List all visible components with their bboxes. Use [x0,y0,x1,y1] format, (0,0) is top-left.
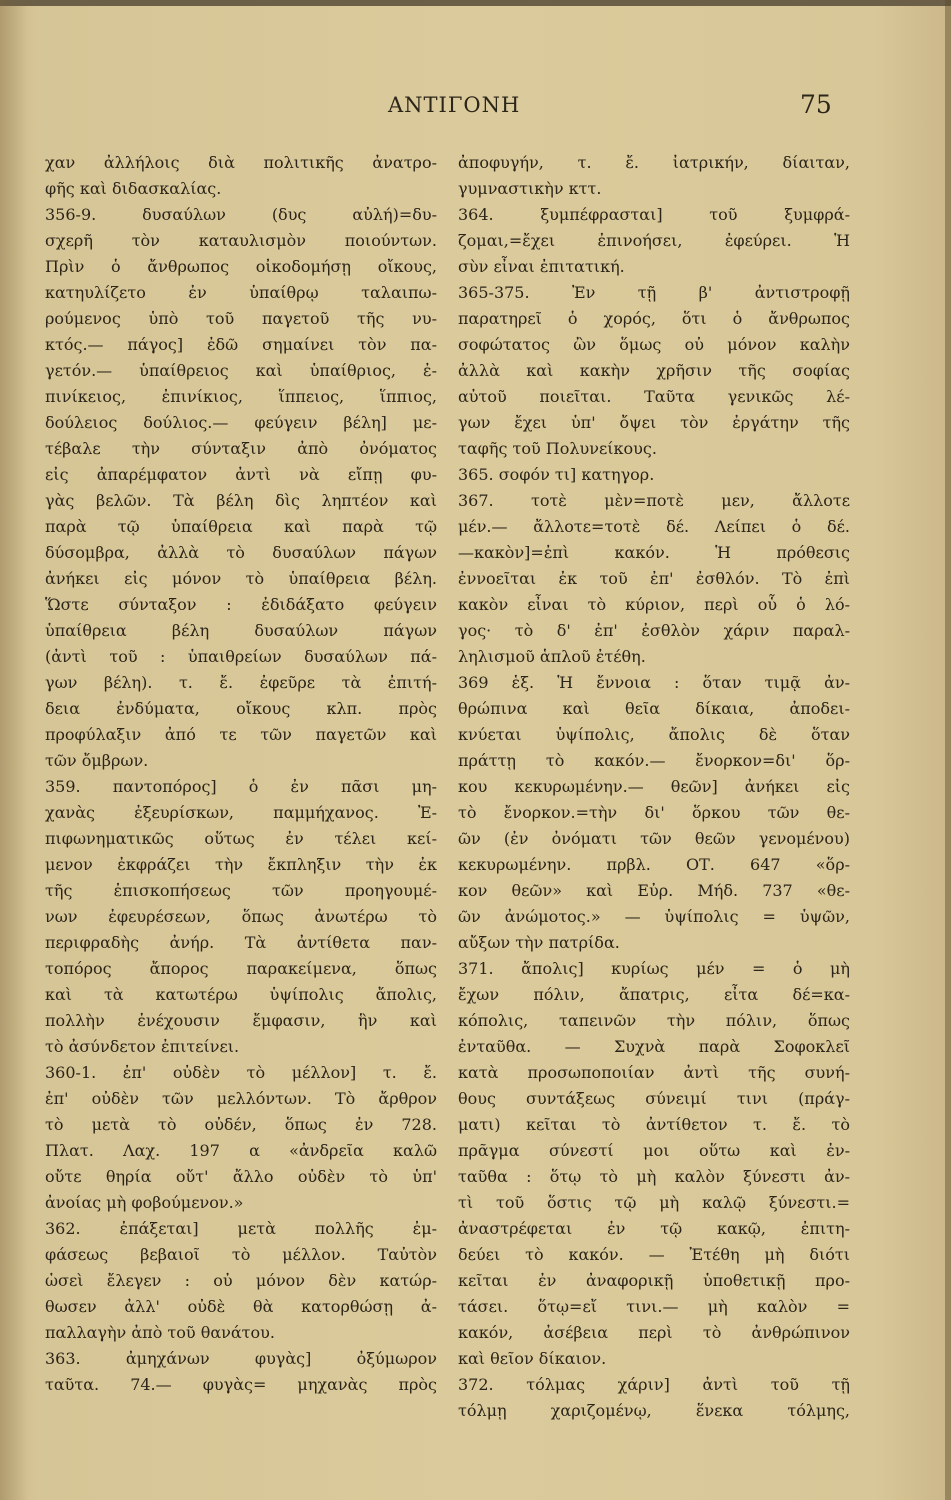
text-line: μέν.— ἄλλοτε=τοτὲ δέ. Λείπει ὁ δέ. [458,517,850,536]
running-title: ΑΝΤΙΓΟΝΗ [388,93,521,117]
text-line: κου κεκυρωμένην.— θεῶν] ἀνήκει εἰς [458,777,850,796]
text-line: παρατηρεῖ ὁ χορός, ὅτι ὁ ἄνθρωπος [458,309,850,328]
text-line: ὑπαίθρεια βέλη δυσαύλων πάγων [45,621,437,640]
text-line: κατὰ προσωποποιίαν ἀντὶ τῆς συνή- [458,1063,850,1082]
text-line: χαν ἀλλήλοις διὰ πολιτικῆς ἀνατρο- [45,153,437,172]
text-line: κεῖται ἐν ἀναφορικῇ ὑποθετικῇ προ- [458,1271,850,1290]
text-line: 356-9. δυσαύλων (δυς αὐλή)=δυ- [45,205,437,224]
text-line: ἀλλὰ καὶ κακὴν χρῆσιν τῆς σοφίας [458,361,850,380]
text-line: σὺν εἶναι ἐπιτατική. [458,257,625,276]
text-line: ἐννοεῖται ἐκ τοῦ ἐπ' ἐσθλόν. Τὸ ἐπὶ [458,569,850,588]
left-column [45,150,437,1398]
text-line: γὰς βελῶν. Τὰ βέλη δὶς ληπτέον καὶ [45,491,437,510]
text-line: γος· τὸ δ' ἐπ' ἐσθλὸν χάριν παραλ- [458,621,850,640]
text-line: γυμναστικὴν κττ. [458,179,602,198]
text-line: μενον ἐκφράζει τὴν ἔκπληξιν τὴν ἐκ [45,855,437,874]
text-line: 363. ἀμηχάνων φυγὰς] ὀξύμωρον [45,1349,437,1368]
text-line: ἀναστρέφεται ἐν τῷ κακῷ, ἐπιτη- [458,1219,850,1238]
text-line: ἀνήκει εἰς μόνον τὸ ὑπαίθρεια βέλη. [45,569,437,588]
text-line: 365. σοφόν τι] κατηγορ. [458,465,655,484]
text-line: πινίκειος, ἐπινίκιος, ἵππειος, ἵππιος, [45,387,437,406]
text-line: ἐπ' οὐδὲν τῶν μελλόντων. Τὸ ἄρθρον [45,1089,437,1108]
text-line: Ὥστε σύνταξον : ἐδιδάξατο φεύγειν [45,595,437,614]
text-line: τῆς ἐπισκοπήσεως τῶν προηγουμέ- [45,881,437,900]
page-number: 75 [800,90,832,119]
text-line: αὔξων τὴν πατρίδα. [458,933,620,952]
text-line: οὔτε θηρία οὔτ' ἄλλο οὐδὲν τὸ ὑπ' [45,1167,437,1186]
text-line: τὸ ἀσύνδετον ἐπιτείνει. [45,1037,240,1056]
text-line: γετόν.— ὑπαίθρειος καὶ ὑπαίθριος, ἐ- [45,361,437,380]
text-line: —κακὸν]=ἐπὶ κακόν. Ἡ πρόθεσις [458,543,850,562]
text-line: 360-1. ἐπ' οὐδὲν τὸ μέλλον] τ. ἔ. [45,1063,437,1082]
text-line: τάσει. ὅτῳ=εἴ τινι.— μὴ καλὸν = [458,1297,850,1316]
text-line: αὐτοῦ ποιεῖται. Ταῦτα γενικῶς λέ- [458,387,850,406]
text-line: σοφώτατος ὢν ὅμως οὐ μόνον καλὴν [458,335,850,354]
text-line: περιφραδὴς ἀνήρ. Τὰ ἀντίθετα παν- [45,933,437,952]
text-line: πιφωνηματικῶς οὕτως ἐν τέλει κεί- [45,829,437,848]
text-line: θους συντάξεως σύνειμί τινι (πράγ- [458,1089,850,1108]
text-line: ἀνοίας μὴ φοβούμενον.» [45,1193,244,1212]
text-line: τῶν ὄμβρων. [45,751,149,770]
text-line: θωσεν ἀλλ' οὐδὲ θὰ κατορθώσῃ ἀ- [45,1297,437,1316]
text-line: νων ἐφευρέσεων, ὅπως ἀνωτέρω τὸ [45,907,437,926]
text-line: Πλατ. Λαχ. 197 α «ἀνδρεῖα καλῶ [45,1141,437,1160]
text-line: (ἀντὶ τοῦ : ὑπαιθρείων δυσαύλων πά- [45,647,437,666]
text-line: δεια ἐνδύματα, οἴκους κλπ. πρὸς [45,699,437,718]
text-line: τὶ τοῦ ὅστις τῷ μὴ καλῷ ξύνεστι.= [458,1193,850,1212]
text-line: κον θεῶν» καὶ Εὐρ. Μήδ. 737 «θε- [458,881,850,900]
text-line: 362. ἐπάξεται] μετὰ πολλῆς ἐμ- [45,1219,437,1238]
text-line: κακόν, ἀσέβεια περὶ τὸ ἀνθρώπινον [458,1323,850,1342]
text-line: πράττῃ τὸ κακόν.— ἔνορκον=δι' ὅρ- [458,751,850,770]
text-line: παλλαγὴν ἀπὸ τοῦ θανάτου. [45,1323,275,1342]
text-line: ῶν (ἐν ὀνόματι τῶν θεῶν γενομένου) [458,829,850,848]
text-line: φάσεως βεβαιοῖ τὸ μέλλον. Ταὐτὸν [45,1245,437,1264]
text-line: κόπολις, ταπεινῶν τὴν πόλιν, ὅπως [458,1011,850,1030]
text-line: γων ἔχει ὑπ' ὄψει τὸν ἐργάτην τῆς [458,413,850,432]
text-line: ταφῆς τοῦ Πολυνείκους. [458,439,657,458]
text-line: ζομαι,=ἔχει ἐπινοήσει, ἐφεύρει. Ἡ [458,231,850,250]
text-line: κακὸν εἶναι τὸ κύριον, περὶ οὗ ὁ λό- [458,595,850,614]
text-line: κατηυλίζετο ἐν ὑπαίθρῳ ταλαιπω- [45,283,437,302]
text-line: τόλμῃ χαριζομένῳ, ἕνεκα τόλμης, [458,1401,850,1420]
text-line: ρούμενος ὑπὸ τοῦ παγετοῦ τῆς νυ- [45,309,437,328]
text-line: προφύλαξιν ἀπό τε τῶν παγετῶν καὶ [45,725,437,744]
text-line: ματι) κεῖται τὸ ἀντίθετον τ. ἔ. τὸ [458,1115,850,1134]
text-line: σχερῆ τὸν καταυλισμὸν ποιούντων. [45,231,437,250]
text-line: θρώπινα καὶ θεῖα δίκαια, ἀποδει- [458,699,850,718]
text-line: 372. τόλμας χάριν] ἀντὶ τοῦ τῇ [458,1375,850,1394]
page-edge [945,0,951,1500]
text-line: κεκυρωμένην. πρβλ. ΟΤ. 647 «ὅρ- [458,855,850,874]
text-line: πρᾶγμα σύνεστί μοι οὕτω καὶ ἐν- [458,1141,850,1160]
right-column [458,150,850,1424]
text-line: ἐνταῦθα. — Συχνὰ παρὰ Σοφοκλεῖ [458,1037,850,1056]
text-line: ὡσεὶ ἔλεγεν : οὐ μόνον δὲν κατώρ- [45,1271,437,1290]
text-line: εἰς ἀπαρέμφατον ἀντὶ νὰ εἴπῃ φυ- [45,465,437,484]
text-line: ληλισμοῦ ἁπλοῦ ἐτέθη. [458,647,646,666]
text-line: καὶ θεῖον δίκαιον. [458,1349,607,1368]
text-line: ἀποφυγήν, τ. ἔ. ἰατρικήν, δίαιταν, [458,153,850,172]
binding-shadow [0,0,28,1500]
text-line: παρὰ τῷ ὑπαίθρεια καὶ παρὰ τῷ [45,517,437,536]
text-line: δούλειος δούλιος.— φεύγειν βέλη] με- [45,413,437,432]
text-line: γων βέλη). τ. ἔ. ἐφεῦρε τὰ ἐπιτή- [45,673,437,692]
text-line: ῶν ἀνώμοτος.» — ὑψίπολις = ὑψῶν, [458,907,850,926]
text-line: 359. παντοπόρος] ὁ ἐν πᾶσι μη- [45,777,437,796]
text-line: τέβαλε τὴν σύνταξιν ἀπὸ ὀνόματος [45,439,437,458]
text-line: δεύει τὸ κακόν. — Ἐτέθη μὴ διότι [458,1245,850,1264]
text-line: φῆς καὶ διδασκαλίας. [45,179,222,198]
text-line: κτός.— πάγος] ἐδῶ σημαίνει τὸν πα- [45,335,437,354]
text-line: 371. ἄπολις] κυρίως μέν = ὁ μὴ [458,959,850,978]
text-line: τοπόρος ἄπορος παρακείμενα, ὅπως [45,959,437,978]
top-edge-shadow [0,0,951,6]
text-line: χανὰς ἐξευρίσκων, παμμήχανος. Ἐ- [45,803,437,822]
text-line: 365-375. Ἐν τῇ β' ἀντιστροφῇ [458,283,850,302]
text-line: τὸ ἔνορκον.=τὴν δι' ὅρκου τῶν θε- [458,803,850,822]
text-line: 367. τοτὲ μὲν=ποτὲ μεν, ἄλλοτε [458,491,850,510]
text-line: καὶ τὰ κατωτέρω ὑψίπολις ἄπολις, [45,985,437,1004]
text-line: τὸ μετὰ τὸ οὐδέν, ὅπως ἐν 728. [45,1115,437,1134]
text-line: Πρὶν ὁ ἄνθρωπος οἰκοδομήσῃ οἴκους, [45,257,437,276]
text-line: ταῦθα : ὅτῳ τὸ μὴ καλὸν ξύνεστι ἀν- [458,1167,850,1186]
text-line: 369 ἑξ. Ἡ ἔννοια : ὅταν τιμᾷ ἀν- [458,673,850,692]
text-line: ἔχων πόλιν, ἄπατρις, εἶτα δέ=κα- [458,985,850,1004]
text-line: δύσομβρα, ἀλλὰ τὸ δυσαύλων πάγων [45,543,437,562]
text-line: 364. ξυμπέφρασται] τοῦ ξυμφρά- [458,205,850,224]
text-line: πολλὴν ἐνέχουσιν ἔμφασιν, ἣν καὶ [45,1011,437,1030]
text-line: ταῦτα. 74.— φυγὰς= μηχανὰς πρὸς [45,1375,437,1394]
text-line: κνύεται ὑψίπολις, ἄπολις δὲ ὅταν [458,725,850,744]
